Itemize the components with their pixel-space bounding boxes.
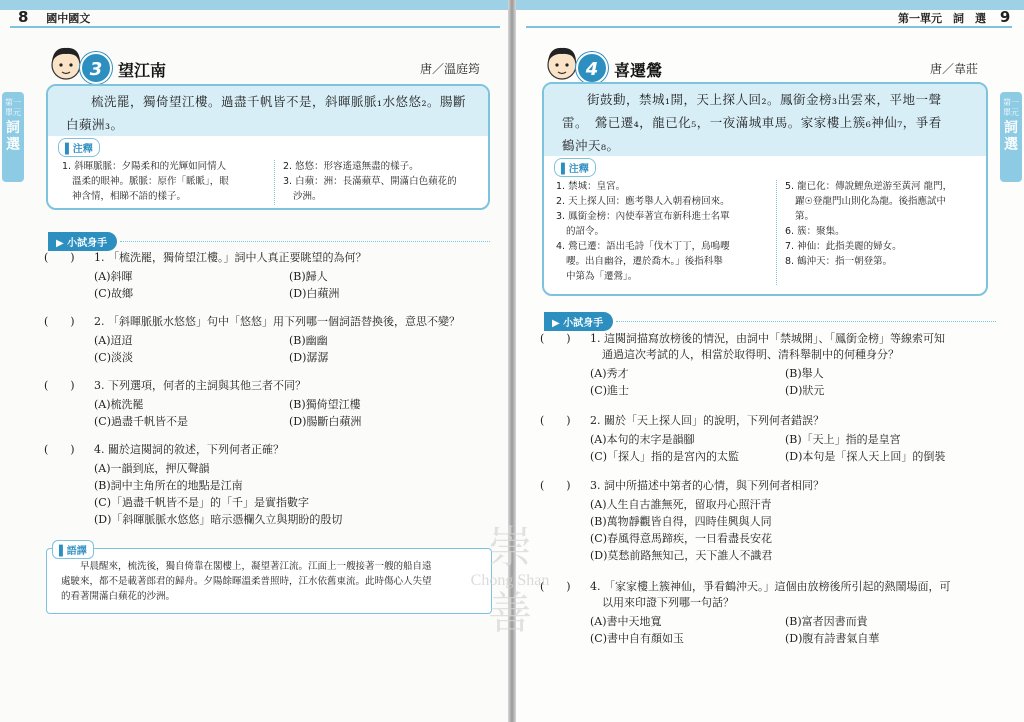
option[interactable]: (A)梳洗罷 (94, 398, 144, 411)
author: 唐／韋莊 (930, 62, 979, 76)
poem-line: 雷。 鶯已遷₄，龍已化₅，一夜滿城車馬。家家樓上簇₆神仙₇，爭看 (562, 115, 942, 130)
option[interactable]: (C)「探人」指的是宮內的太監 (590, 450, 739, 463)
notes-column (781, 180, 977, 285)
header-rule (10, 26, 500, 28)
translation-title-text: 語譯 (66, 546, 87, 557)
option[interactable]: (C)故鄉 (94, 287, 133, 300)
answer-blank[interactable]: ( ) (540, 580, 571, 593)
note-line: 3. 鳳銜金榜：內使奉著宣布新科進士名單 (556, 211, 730, 222)
notes-title-text: 注釋 (72, 144, 93, 155)
note-line: 1. 禁城：皇宮。 (556, 181, 626, 192)
page-number: 9 (999, 8, 1011, 26)
poem-text (48, 86, 488, 136)
option[interactable]: (B)歸人 (289, 270, 328, 283)
option[interactable]: (D)白蘋洲 (289, 287, 340, 300)
note-line: 第。 (795, 211, 815, 222)
option[interactable]: (A)本句的末字是韻腳 (590, 433, 695, 446)
option[interactable]: (C)書中自有顏如玉 (590, 632, 684, 645)
unit-tab[interactable] (1000, 92, 1022, 182)
answer-blank[interactable]: ( ) (540, 414, 571, 427)
option[interactable]: (B)萬物靜觀皆自得，四時佳興與人同 (590, 515, 772, 528)
note-line: 1. 斜暉脈脈：夕陽柔和的光輝如同情人 (62, 161, 227, 172)
question-stem: 通過這次考試的人，相當於取得明、清科舉制中的何種身分？ (602, 348, 899, 361)
note-line: 4. 鶯已遷：語出毛詩「伐木丁丁，鳥鳴嚶 (556, 241, 730, 252)
question-2 (540, 413, 1008, 466)
notes (58, 160, 482, 205)
question-1 (540, 331, 1008, 400)
header-rule (526, 26, 1012, 28)
poem-line: 鶴沖天₈。 (562, 138, 620, 153)
translation-line: 早晨醒來，梳洗後，獨自倚靠在閣樓上，凝望著江流。江面上一艘接著一艘的船自遠 (80, 561, 432, 572)
option[interactable]: (A)秀才 (590, 367, 629, 380)
page-number: 8 (18, 8, 29, 26)
option[interactable]: (A)斜暉 (94, 270, 133, 283)
unit-tab-small: 第一單元 (1003, 98, 1019, 117)
note-line: 嚶。出自幽谷，遷於喬木。」後指科舉 (566, 256, 723, 267)
option[interactable]: (B)獨倚望江樓 (289, 398, 361, 411)
option[interactable]: (C)過盡千帆皆不是 (94, 415, 188, 428)
question-stem: 3. 詞中所描述中第者的心情，與下列何者相同？ (590, 479, 824, 492)
option[interactable]: (D)「斜暉脈脈水悠悠」暗示憑欄久立與期盼的殷切 (94, 513, 343, 526)
notes-title: ▌注釋 (58, 138, 100, 157)
question-2 (44, 314, 494, 367)
note-line: 中第為「遷鶯」。 (566, 271, 638, 282)
answer-blank[interactable]: ( ) (44, 379, 75, 392)
note-line: 的詔令。 (566, 226, 605, 237)
question-3 (44, 378, 494, 431)
note-line: 7. 神仙：此指美麗的婦女。 (785, 241, 902, 252)
author: 唐／溫庭筠 (420, 62, 481, 76)
right-header (898, 8, 1010, 26)
lesson-number-badge: 4 (576, 52, 608, 84)
section-label: ▶ 小試身手 (48, 232, 117, 251)
answer-blank[interactable]: ( ) (540, 479, 571, 492)
option[interactable]: (A)迢迢 (94, 334, 133, 347)
note-line: 神含情，相睇不語的樣子。 (72, 191, 187, 202)
question-stem: 4. 關於這闋詞的敘述，下列何者正確？ (94, 443, 284, 456)
section-rule (616, 321, 996, 322)
option[interactable]: (B)舉人 (785, 367, 824, 380)
section-label: ▶ 小試身手 (544, 312, 613, 331)
translation-line: 的看著開滿白蘋花的沙洲。 (61, 591, 176, 602)
option[interactable]: (B)富者因書而貴 (785, 615, 868, 628)
translation-title: ▌語譯 (52, 540, 94, 559)
question-stem: 1. 這闋詞描寫放榜後的情況，由詞中「禁城開」、「鳳銜金榜」等線索可知 (590, 332, 945, 345)
question-stem: 4. 「家家樓上簇神仙，爭看鶴沖天。」這個由放榜後所引起的熱鬧場面，可 (590, 580, 951, 593)
option[interactable]: (B)「天上」指的是皇宮 (785, 433, 901, 446)
note-line: 2. 悠悠：形容遙遠無盡的樣子。 (283, 161, 419, 172)
note-line: 6. 簇：聚集。 (785, 226, 845, 237)
unit-header: 第一單元 詞 選 (898, 12, 986, 25)
lesson-title: 望江南 (118, 61, 167, 80)
book-title: 國中國文 (46, 12, 91, 25)
question-4 (540, 579, 1008, 648)
notes-column (58, 160, 270, 205)
option[interactable]: (B)幽幽 (289, 334, 328, 347)
section-label-text: 小試身手 (67, 238, 108, 249)
publisher-watermark (430, 522, 590, 705)
note-line: 3. 白蘋：洲：長滿蘋草、開滿白色蘋花的 (283, 176, 457, 187)
option[interactable]: (C)淡淡 (94, 351, 133, 364)
notes (552, 180, 982, 285)
answer-blank[interactable]: ( ) (44, 315, 75, 328)
translation-box (46, 548, 492, 614)
option[interactable]: (D)腹有詩書氣自華 (785, 632, 880, 645)
option[interactable]: (A)書中天地寬 (590, 615, 662, 628)
answer-blank[interactable]: ( ) (44, 251, 75, 264)
watermark-text: Chong Shan (470, 572, 550, 589)
question-stem: 以用來印證下列哪一句話？ (602, 596, 734, 609)
unit-tab-big: 詞選 (6, 120, 20, 153)
question-stem: 2. 關於「天上探人回」的說明，下列何者錯誤？ (590, 414, 824, 427)
lesson-number-badge: 3 (80, 52, 112, 84)
option[interactable]: (A)一韻到底，押仄聲韻 (94, 462, 210, 475)
option[interactable]: (D)腸斷白蘋洲 (289, 415, 362, 428)
left-header (18, 8, 90, 26)
poem-text (544, 84, 986, 156)
lesson-title: 喜遷鶯 (614, 61, 663, 80)
poem-line: 街鼓動，禁城₁開，天上探人回₂。鳳銜金榜₃出雲來，平地一聲 (587, 92, 942, 107)
poem-box (542, 82, 988, 296)
question-stem: 3. 下列選項，何者的主詞與其他三者不同？ (94, 379, 306, 392)
option[interactable]: (D)莫愁前路無知己，天下誰人不識君 (590, 549, 773, 562)
answer-blank[interactable]: ( ) (540, 332, 571, 345)
question-3 (540, 478, 1008, 565)
note-line: 沙洲。 (293, 191, 322, 202)
watermark-glyph: 崇 (488, 522, 532, 573)
question-stem: 1. 「梳洗罷，獨倚望江樓。」詞中人真正要眺望的為何？ (94, 251, 367, 264)
section-label-text: 小試身手 (563, 318, 604, 329)
poem-box (46, 84, 490, 210)
unit-tab[interactable] (2, 92, 24, 182)
option[interactable]: (C)春風得意馬蹄疾，一日看盡長安花 (590, 532, 772, 545)
option[interactable]: (C)「過盡千帆皆不是」的「千」是實指數字 (94, 496, 309, 509)
question-stem: 2. 「斜暉脈脈水悠悠」句中「悠悠」用下列哪一個詞語替換後，意思不變？ (94, 315, 460, 328)
unit-tab-big: 詞選 (1004, 120, 1018, 153)
option[interactable]: (A)人生自古誰無死，留取丹心照汗青 (590, 498, 772, 511)
option[interactable]: (D)狀元 (785, 384, 825, 397)
option[interactable]: (D)本句是「探人天上回」的倒裝 (785, 450, 946, 463)
option[interactable]: (B)詞中主角所在的地點是江南 (94, 479, 243, 492)
question-1 (44, 250, 494, 303)
poem-line: 白蘋洲₃。 (66, 117, 124, 132)
poem-line: 梳洗罷，獨倚望江樓。過盡千帆皆不是，斜暉脈脈₁水悠悠₂。腸斷 (91, 94, 467, 109)
note-line: 2. 天上探人回：應考舉人入朝看榜回來。 (556, 196, 730, 207)
translation-line: 處駛來，都不是載著郎君的歸舟。夕陽餘暉溫柔普照時，江水依舊東流。此時傷心人失望 (61, 576, 432, 587)
notes-divider (776, 180, 777, 285)
section-rule (120, 241, 490, 242)
question-4 (44, 442, 494, 529)
notes-column (279, 160, 479, 205)
notes-column (552, 180, 772, 285)
notes-divider (274, 160, 275, 205)
note-line: 溫柔的眼神。脈脈：原作「眽眽」，眼 (72, 176, 229, 187)
answer-blank[interactable]: ( ) (44, 443, 75, 456)
option[interactable]: (D)潺潺 (289, 351, 329, 364)
note-line: 5. 龍已化：傳說鯉魚逆游至黃河 龍門， (785, 181, 953, 192)
note-line: 8. 鶴沖天：指一朝登第。 (785, 256, 893, 267)
note-line: 躍☉登龍門山則化為龍。後指應試中 (795, 196, 947, 207)
option[interactable]: (C)進士 (590, 384, 629, 397)
notes-title-text: 注釋 (568, 164, 589, 175)
unit-tab-small: 第一單元 (5, 98, 21, 117)
notes-title: ▌注釋 (554, 158, 596, 177)
watermark-glyph: 善 (488, 588, 532, 639)
